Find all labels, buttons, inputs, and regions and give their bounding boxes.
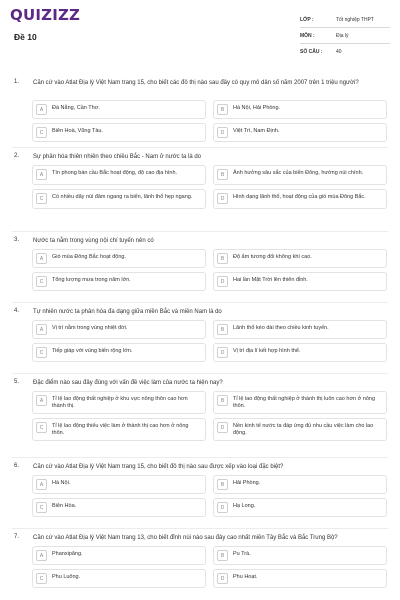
answer-letter: C	[36, 276, 47, 287]
meta-value: 40	[336, 48, 342, 55]
answer-letter: D	[217, 276, 228, 287]
answer-text: Hạ Long.	[233, 503, 256, 509]
answer-option[interactable]	[32, 475, 206, 494]
answer-option[interactable]	[213, 343, 387, 362]
answer-letter: C	[36, 347, 47, 358]
answer-text: Hai lần Mặt Trời lên thiên đỉnh.	[233, 277, 308, 283]
answer-letter: B	[217, 395, 228, 406]
answer-letter: B	[217, 253, 228, 264]
answer-row	[32, 546, 387, 565]
answer-option[interactable]	[32, 498, 206, 517]
exam-meta-table	[300, 12, 390, 59]
answer-option[interactable]	[32, 165, 206, 185]
meta-row-question-count	[300, 44, 390, 59]
answer-option[interactable]	[32, 320, 206, 339]
answer-letter: A	[36, 395, 47, 406]
meta-label: LỚP :	[300, 16, 314, 23]
question-number: 5.	[14, 379, 20, 385]
answer-row	[32, 343, 387, 362]
answer-text: Gió mùa Đông Bắc hoạt động.	[52, 254, 126, 260]
answer-text: Tổng lượng mưa trong năm lớn.	[52, 277, 131, 283]
answer-option[interactable]	[32, 343, 206, 362]
answer-option[interactable]	[213, 123, 387, 142]
question-number: 4.	[14, 308, 20, 314]
answer-grid	[32, 391, 387, 445]
answer-option[interactable]	[32, 123, 206, 142]
answer-letter: A	[36, 324, 47, 335]
answer-text: Hình dạng lãnh thổ, hoạt động của gió mùa Đông Bắc.	[233, 194, 366, 200]
answer-option[interactable]	[213, 498, 387, 517]
question-list	[0, 74, 400, 600]
answer-letter: A	[36, 479, 47, 490]
answer-letter: A	[36, 253, 47, 264]
answer-text: Đà Nẵng, Cần Thơ.	[52, 105, 100, 111]
answer-letter: B	[217, 104, 228, 115]
answer-grid	[32, 165, 387, 213]
answer-option[interactable]	[213, 189, 387, 209]
answer-letter: A	[36, 169, 47, 180]
answer-text: Biên Hòa.	[52, 503, 77, 509]
meta-row-class	[300, 12, 390, 28]
answer-row	[32, 123, 387, 142]
answer-letter: D	[217, 502, 228, 513]
answer-option[interactable]	[213, 100, 387, 119]
answer-letter: A	[36, 104, 47, 115]
answer-text: Hà Nội, Hải Phòng.	[233, 105, 281, 111]
answer-option[interactable]	[213, 475, 387, 494]
answer-text: Tỉ lệ lao động thiếu việc làm ở thành thị cao hơn ở nông thôn.	[52, 423, 189, 436]
answer-row	[32, 249, 387, 268]
question-text: Nước ta nằm trong vùng nội chí tuyến nên có	[33, 238, 154, 244]
answer-row	[32, 498, 387, 517]
meta-label: SỐ CÂU :	[300, 48, 323, 55]
answer-row	[32, 100, 387, 119]
answer-grid	[32, 100, 387, 146]
answer-grid	[32, 249, 387, 295]
answer-letter: B	[217, 550, 228, 561]
answer-letter: C	[36, 573, 47, 584]
answer-letter: C	[36, 193, 47, 204]
answer-text: Hải Phòng.	[233, 480, 261, 486]
answer-text: Pu Trà.	[233, 551, 251, 557]
answer-row	[32, 165, 387, 185]
answer-text: Tín phong bán cầu Bắc hoạt động, độ cao địa hình.	[52, 170, 178, 176]
answer-row	[32, 418, 387, 441]
answer-text: Việt Trì, Nam Định.	[233, 128, 280, 134]
answer-option[interactable]	[32, 189, 206, 209]
answer-text: Tỉ lệ lao động thất nghiệp ở thành thị luôn cao hơn ở nông thôn.	[233, 396, 376, 409]
answer-option[interactable]	[213, 569, 387, 588]
question-number: 7.	[14, 534, 20, 540]
answer-text: Ảnh hưởng sâu sắc của biển Đông, hướng núi chính.	[233, 170, 364, 176]
question-number: 1.	[14, 79, 20, 85]
answer-option[interactable]	[213, 546, 387, 565]
answer-option[interactable]	[213, 418, 387, 441]
answer-grid	[32, 320, 387, 366]
question-number: 2.	[14, 153, 20, 159]
answer-option[interactable]	[213, 391, 387, 414]
answer-text: Biên Hoà, Vũng Tàu.	[52, 128, 103, 134]
answer-text: Vị trí nằm trong vùng nhiệt đới.	[52, 325, 128, 331]
answer-option[interactable]	[213, 249, 387, 268]
answer-text: Lãnh thổ kéo dài theo chiều kinh tuyến.	[233, 325, 329, 331]
answer-text: Hà Nội.	[52, 480, 71, 486]
answer-text: Vị trí địa lí kết hợp hình thể.	[233, 348, 301, 354]
answer-text: Có nhiều dãy núi đâm ngang ra biển, lãnh thổ hẹp ngang.	[52, 194, 193, 200]
answer-letter: B	[217, 479, 228, 490]
answer-letter: A	[36, 550, 47, 561]
question-item	[0, 374, 400, 458]
answer-text: Tỉ lệ lao động thất nghiệp ở khu vực nông thôn cao hơn thành thị.	[52, 396, 188, 409]
answer-text: Nền kinh tế nước ta đáp ứng đủ nhu cầu việc làm cho lao động.	[233, 423, 374, 436]
question-text: Căn cứ vào Atlat Địa lý Việt Nam trang 15, cho biết các đô thị nào sau đây có quy mô dân số năm 2007 trên 1 triệu người?	[33, 80, 359, 86]
answer-option[interactable]	[32, 418, 206, 441]
answer-row	[32, 569, 387, 588]
question-text: Tự nhiên nước ta phân hóa đa dạng giữa miền Bắc và miền Nam là do	[33, 309, 222, 315]
answer-letter: C	[36, 127, 47, 138]
answer-letter: B	[217, 324, 228, 335]
worksheet-header	[0, 0, 400, 62]
answer-grid	[32, 546, 387, 592]
answer-option[interactable]	[32, 391, 206, 414]
answer-text: Độ ẩm tương đối không khí cao.	[233, 254, 312, 260]
answer-grid	[32, 475, 387, 521]
answer-option[interactable]	[32, 546, 206, 565]
meta-label: MÔN :	[300, 32, 315, 39]
question-text: Đặc điểm nào sau đây đúng với vấn đề việc làm của nước ta hiện nay?	[33, 380, 223, 386]
question-item	[0, 458, 400, 529]
answer-option[interactable]	[213, 320, 387, 339]
answer-letter: D	[217, 347, 228, 358]
question-item	[0, 74, 400, 148]
answer-row	[32, 189, 387, 209]
meta-row-subject	[300, 28, 390, 44]
question-item	[0, 148, 400, 232]
question-number: 3.	[14, 237, 20, 243]
exam-title: Đề 10	[14, 32, 37, 42]
question-item	[0, 303, 400, 374]
question-text: Căn cứ vào Atlat Địa lý Việt Nam trang 13, cho biết đỉnh núi nào sau đây cao nhất miền Tây Bắc và Bắc Trung Bộ?	[33, 535, 338, 541]
answer-text: Phanxipăng.	[52, 551, 83, 557]
answer-option[interactable]	[32, 100, 206, 119]
answer-row	[32, 475, 387, 494]
answer-option[interactable]	[32, 249, 206, 268]
answer-letter: B	[217, 169, 228, 180]
answer-letter: D	[217, 127, 228, 138]
answer-row	[32, 391, 387, 414]
question-item	[0, 529, 400, 600]
question-text: Sự phân hóa thiên nhiên theo chiều Bắc - Nam ở nước ta là do	[33, 154, 202, 160]
answer-letter: C	[36, 502, 47, 513]
answer-letter: D	[217, 193, 228, 204]
answer-text: Tiếp giáp với vùng biển rộng lớn.	[52, 348, 133, 354]
answer-letter: D	[217, 573, 228, 584]
quizizz-logo: QUIZIZZ	[10, 6, 81, 24]
answer-text: Phu Luông.	[52, 574, 81, 580]
question-text: Căn cứ vào Atlat Địa lý Việt Nam trang 15, cho biết đô thị nào sau được xếp vào loại đặc biệt?	[33, 464, 284, 470]
answer-letter: C	[36, 422, 47, 433]
answer-text: Phu Hoạt.	[233, 574, 258, 580]
answer-row	[32, 272, 387, 291]
question-item	[0, 232, 400, 303]
answer-option[interactable]	[32, 569, 206, 588]
answer-option[interactable]	[32, 272, 206, 291]
question-number: 6.	[14, 463, 20, 469]
meta-value: Tốt nghiệp THPT	[336, 16, 374, 23]
answer-letter: D	[217, 422, 228, 433]
answer-row	[32, 320, 387, 339]
meta-value: Địa lý	[336, 32, 349, 39]
answer-option[interactable]	[213, 272, 387, 291]
answer-option[interactable]	[213, 165, 387, 185]
